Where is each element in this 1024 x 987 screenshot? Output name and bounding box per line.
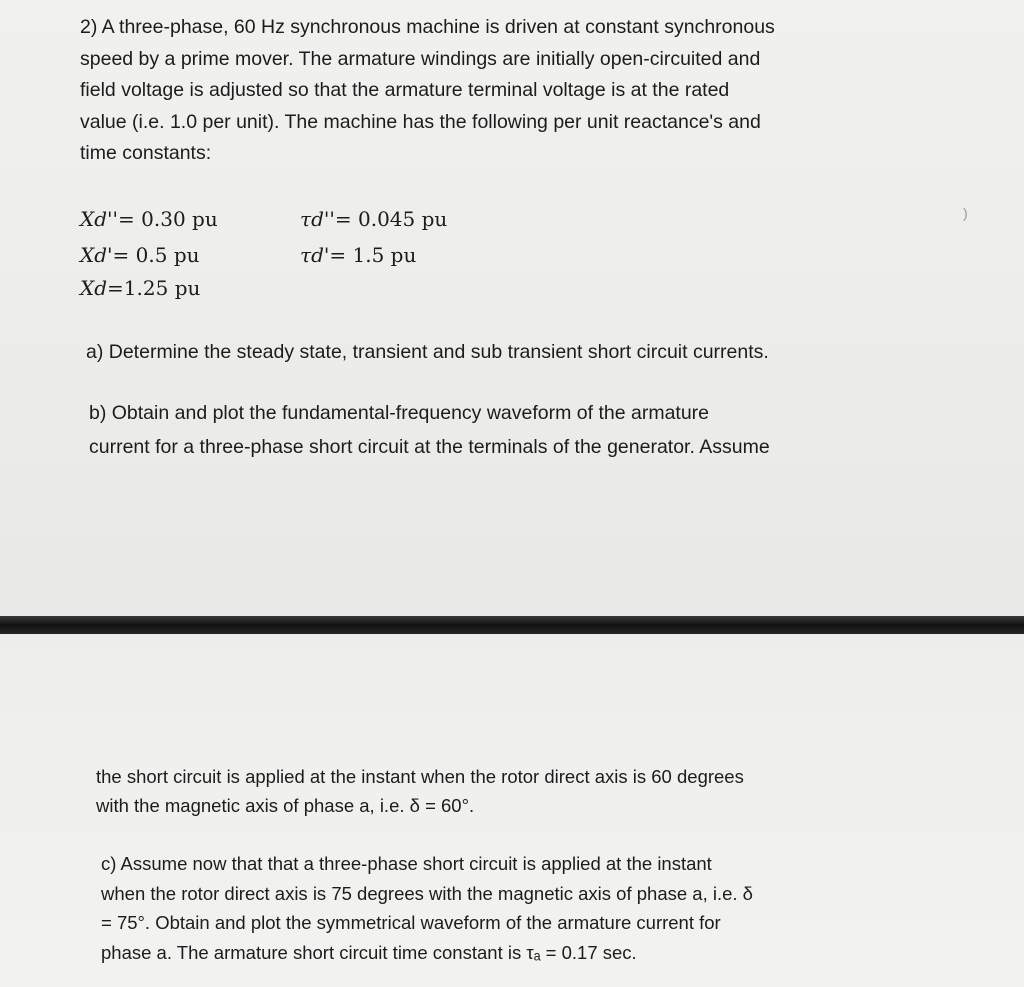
part-b-line: current for a three-phase short circuit at the terminals of the generator. Assume	[89, 436, 770, 458]
problem-line: value (i.e. 1.0 per unit). The machine has the following per unit reactance's and	[80, 110, 761, 133]
problem-line: 2) A three-phase, 60 Hz synchronous machine is driven at constant synchronous	[80, 16, 775, 38]
page-bottom-sheet	[0, 634, 1024, 987]
part-a-question	[86, 336, 769, 368]
page-gap-divider	[0, 616, 1024, 634]
reactance-xd-steady: Xd=1.25 pu	[80, 276, 201, 300]
part-c-line: = 75°. Obtain and plot the symmetrical waveform of the armature current for	[101, 912, 721, 933]
stray-mark: )	[963, 205, 968, 221]
time-constant-transient: τd'= 1.5 pu	[300, 243, 417, 267]
part-c-line: c) Assume now that that a three-phase short circuit is applied at the instant	[101, 853, 712, 874]
part-b-line: the short circuit is applied at the instant when the rotor direct axis is 60 degrees	[96, 766, 744, 787]
part-c-question	[101, 849, 753, 967]
problem-line: field voltage is adjusted so that the armature terminal voltage is at the rated	[80, 79, 730, 101]
problem-line: time constants:	[80, 142, 212, 164]
part-a-text: a) Determine the steady state, transient and sub transient short circuit currents.	[86, 341, 769, 363]
part-c-line: when the rotor direct axis is 75 degrees with the magnetic axis of phase a, i.e. δ	[101, 882, 753, 904]
reactance-xd-subtransient: Xd''= 0.30 pu	[80, 207, 218, 231]
part-c-line: phase a. The armature short circuit time constant is τₐ = 0.17 sec.	[101, 941, 637, 963]
time-constant-subtransient: τd''= 0.045 pu	[300, 207, 448, 231]
problem-statement	[80, 12, 775, 170]
part-b-line: with the magnetic axis of phase a, i.e. δ = 60°.	[96, 795, 475, 816]
problem-line: speed by a prime mover. The armature windings are initially open-circuited and	[80, 47, 761, 70]
part-b-continuation	[96, 762, 744, 820]
part-b-question	[89, 396, 770, 464]
part-b-line: b) Obtain and plot the fundamental-frequency waveform of the armature	[89, 402, 710, 424]
reactance-xd-transient: Xd'= 0.5 pu	[80, 243, 200, 267]
